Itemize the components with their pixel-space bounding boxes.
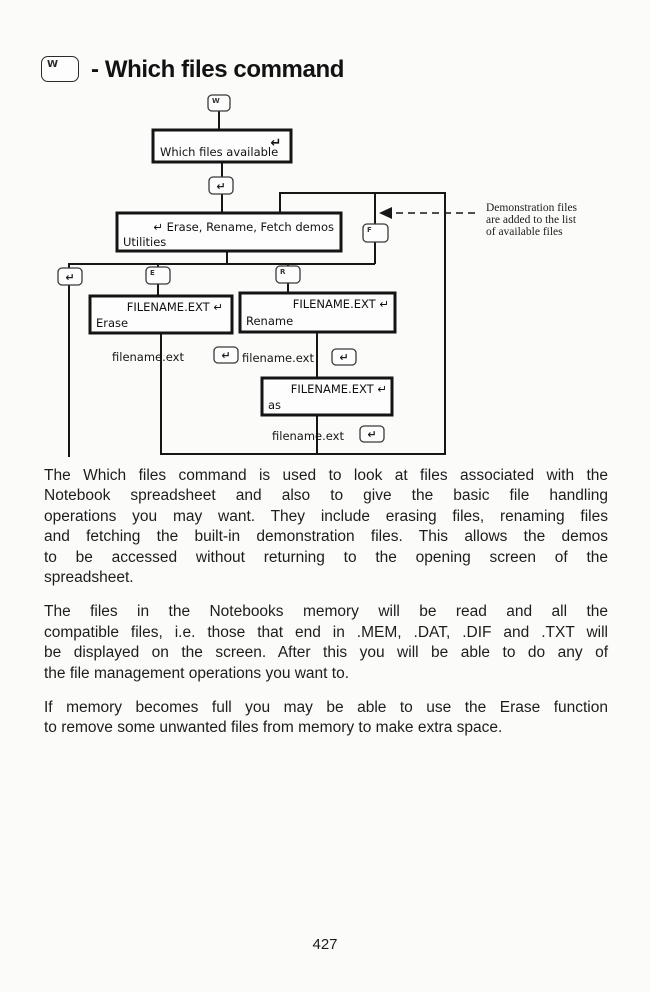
which-box-enter-icon: ↵ bbox=[270, 136, 282, 151]
text-line: If memory becomes full you may be able to use the Erase function bbox=[44, 699, 608, 717]
text-line: be displayed on the screen. After this you will be able to do any of bbox=[44, 644, 608, 662]
utilities-box-label: Utilities bbox=[123, 235, 167, 249]
text-line: The files in the Notebooks memory will be read and all the bbox=[44, 603, 608, 621]
text-line: to remove some unwanted files from memory to make extra space. bbox=[44, 719, 503, 737]
annotation-line: Demonstration files bbox=[486, 202, 578, 214]
annotation-arrow-icon bbox=[379, 207, 392, 219]
enter-keycap-label: ↵ bbox=[221, 349, 231, 362]
as-box-label: as bbox=[268, 398, 282, 412]
w-keycap-label: W bbox=[212, 97, 220, 105]
annotation-line: are added to the list bbox=[486, 214, 577, 226]
body-text bbox=[44, 466, 608, 753]
as-box-line1: FILENAME.EXT ↵ bbox=[290, 382, 387, 396]
filename-label: filename.ext bbox=[112, 350, 184, 364]
enter-keycap-label: ↵ bbox=[65, 271, 75, 284]
erase-box-line1: FILENAME.EXT ↵ bbox=[126, 300, 223, 314]
which-files-flow-diagram bbox=[0, 0, 650, 462]
text-line: spreadsheet. bbox=[44, 569, 134, 587]
text-line: operations you may want. They include erasing files, renaming files bbox=[44, 507, 608, 525]
e-keycap-label: E bbox=[150, 269, 155, 277]
text-line: The Which files command is used to look at files associated with the bbox=[44, 467, 608, 484]
rename-box-label: Rename bbox=[246, 314, 294, 328]
utilities-box-line1: ↵ Erase, Rename, Fetch demos bbox=[153, 220, 334, 234]
page-title: - Which files command bbox=[91, 56, 344, 83]
paragraph bbox=[44, 698, 608, 739]
enter-keycap-label: ↵ bbox=[216, 180, 226, 193]
text-line: and fetching the built-in demonstration files. This allows the demos bbox=[44, 528, 608, 546]
text-line: Notebook spreadsheet and also to give the basic file handling bbox=[44, 487, 608, 505]
filename-label: filename.ext bbox=[242, 351, 314, 365]
paragraph bbox=[44, 466, 608, 588]
text-line: to be accessed without returning to the opening screen of the bbox=[44, 548, 608, 566]
r-keycap-label: R bbox=[280, 268, 286, 276]
erase-box-label: Erase bbox=[96, 316, 129, 330]
text-line: compatible files, i.e. those that end in .MEM, .DAT, .DIF and .TXT will bbox=[44, 623, 608, 641]
filename-label: filename.ext bbox=[272, 429, 344, 443]
enter-keycap-label: ↵ bbox=[367, 428, 377, 441]
page-number: 427 bbox=[312, 936, 338, 953]
w-key-label: W bbox=[47, 59, 60, 70]
enter-keycap-label: ↵ bbox=[339, 351, 349, 364]
annotation-line: of available files bbox=[486, 226, 563, 238]
f-keycap-label: F bbox=[367, 226, 372, 234]
which-box-label: Which files available bbox=[160, 145, 279, 159]
paragraph bbox=[44, 602, 608, 684]
text-line: the file management operations you want to. bbox=[44, 664, 350, 682]
rename-box-line1: FILENAME.EXT ↵ bbox=[292, 297, 389, 311]
